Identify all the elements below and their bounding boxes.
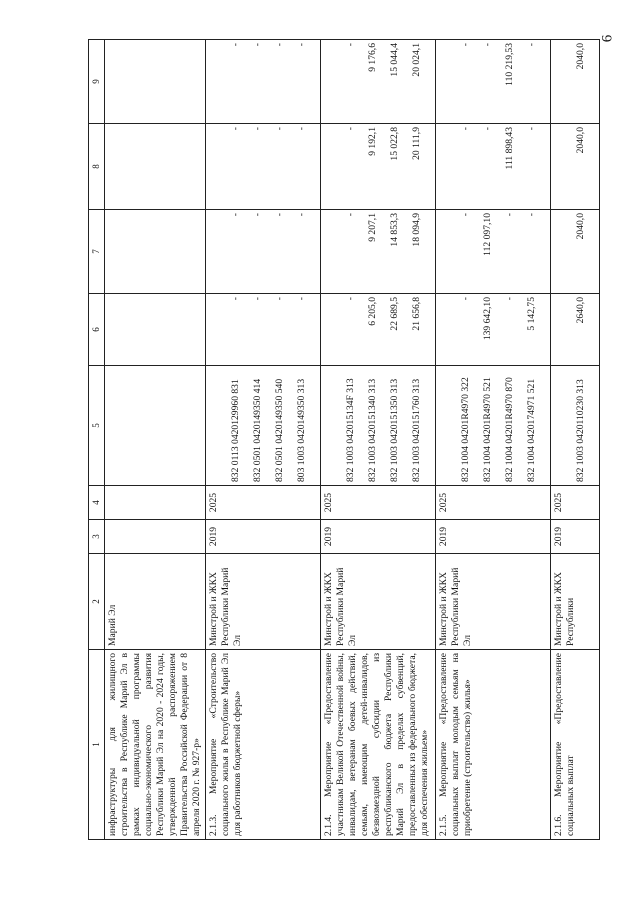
budget-code-cell-value: 832 1003 0420151350 313: [389, 378, 401, 482]
amount-col9-cell-value: 110 219,53: [504, 43, 516, 86]
budget-code-cell-value: 832 0501 0420149350 414: [252, 378, 264, 482]
column-header: 1: [89, 650, 105, 840]
table-body: [105, 40, 600, 840]
budget-code-cell: [105, 366, 206, 486]
executor-cell: Марий Эл: [105, 554, 206, 650]
column-header: 4: [89, 486, 105, 520]
amount-col8-cell-value: 15 022,8: [389, 127, 401, 161]
measure-name-cell: 2.1.3. Мероприятие «Строительство социального жилья в Республике Марий Эл для работников бюджетной сферы»: [206, 650, 321, 840]
table-row: [105, 40, 206, 840]
amount-col8-cell: [206, 124, 321, 210]
amount-col8-cell-value: 9 192,1: [367, 127, 379, 156]
amount-col8-cell: [105, 124, 206, 210]
amount-col8-cell-value: 111 898,43: [504, 127, 516, 170]
amount-col8-cell: [436, 124, 551, 210]
budget-code-cell: [321, 366, 436, 486]
amount-col9-cell-value: -: [526, 43, 538, 47]
budget-code-cell-value: 832 0113 0420129960 831: [230, 379, 242, 482]
amount-col9-cell: [321, 40, 436, 124]
amount-col6-cell-value: 22 689,5: [389, 297, 401, 331]
amount-col9-cell: [206, 40, 321, 124]
table-row: [551, 40, 600, 840]
amount-col6-cell-value: -: [460, 297, 472, 301]
column-header: 2: [89, 554, 105, 650]
amount-col7-cell: [436, 210, 551, 294]
amount-col6-cell-value: -: [274, 297, 286, 301]
amount-col7-cell-value: 2040,0: [575, 213, 587, 240]
amount-col9-cell: [105, 40, 206, 124]
amount-col9-cell-value: -: [230, 43, 242, 47]
amount-col6-cell: [436, 294, 551, 366]
amount-col8-cell: [551, 124, 600, 210]
column-header: 9: [89, 40, 105, 124]
table-row: [206, 40, 321, 840]
budget-code-cell-value: 832 1004 04201R4970 521: [482, 377, 494, 482]
amount-col9-cell: [551, 40, 600, 124]
amount-col9-cell-value: -: [252, 43, 264, 47]
amount-col7-cell-value: -: [296, 213, 308, 217]
amount-col6-cell: [551, 294, 600, 366]
amount-col9-cell-value: 9 176,6: [367, 43, 379, 72]
year-end-cell: [105, 486, 206, 520]
program-table: [88, 39, 600, 840]
amount-col8-cell: [321, 124, 436, 210]
budget-code-cell-value: 832 0501 0420149350 540: [274, 378, 286, 482]
year-start-cell: 2019: [321, 520, 436, 554]
measure-name-cell: 2.1.6. Мероприятие «Предоставление социальных выплат: [551, 650, 600, 840]
amount-col7-cell-value: -: [526, 213, 538, 217]
amount-col8-cell-value: -: [296, 127, 308, 131]
amount-col6-cell-value: -: [504, 297, 516, 301]
amount-col8-cell-value: -: [460, 127, 472, 131]
amount-col6-cell-value: -: [345, 297, 357, 301]
executor-cell: Минстрой и ЖКХ Республики Марий Эл: [206, 554, 321, 650]
amount-col8-cell-value: -: [345, 127, 357, 131]
amount-col9-cell-value: -: [296, 43, 308, 47]
amount-col9-cell: [436, 40, 551, 124]
table-row: [436, 40, 551, 840]
amount-col8-cell-value: -: [274, 127, 286, 131]
amount-col9-cell-value: -: [460, 43, 472, 47]
column-header: 6: [89, 294, 105, 366]
measure-name-cell: 2.1.4. Мероприятие «Предоставление участникам Великой Отечественной войны, инвалидам, ветеранам боевых действий, семьям, имеющим детей-инвалидов, безвозмездной субсидии из республиканского бюджета Республики Марий Эл в пределах субвенций, предоставленных из федерального бюджета, для обеспечения жильем»: [321, 650, 436, 840]
amount-col6-cell-value: 21 656,8: [411, 297, 423, 331]
year-start-cell: 2019: [206, 520, 321, 554]
budget-code-cell-value: 832 1004 04201R4970 870: [504, 377, 516, 482]
amount-col6-cell-value: -: [252, 297, 264, 301]
executor-cell: Минстрой и ЖКХ Республики Марий Эл: [436, 554, 551, 650]
amount-col7-cell-value: -: [252, 213, 264, 217]
year-start-cell: 2019: [436, 520, 551, 554]
amount-col9-cell-value: -: [482, 43, 494, 47]
amount-col7-cell: [206, 210, 321, 294]
year-end-cell: 2025: [551, 486, 600, 520]
budget-code-cell: [436, 366, 551, 486]
amount-col6-cell-value: 6 205,0: [367, 297, 379, 326]
column-number-row: [89, 40, 105, 840]
amount-col8-cell-value: -: [252, 127, 264, 131]
page-number: 6: [599, 34, 616, 43]
amount-col8-cell-value: -: [482, 127, 494, 131]
amount-col9-cell-value: 20 024,1: [411, 43, 423, 77]
budget-code-cell-value: 832 1003 042015134F 313: [345, 378, 357, 482]
amount-col6-cell: [105, 294, 206, 366]
amount-col6-cell: [206, 294, 321, 366]
amount-col7-cell: [105, 210, 206, 294]
amount-col7-cell-value: -: [504, 213, 516, 217]
amount-col9-cell-value: 2040,0: [575, 43, 587, 70]
table-row: [321, 40, 436, 840]
amount-col6-cell-value: -: [230, 297, 242, 301]
budget-code-cell-value: 803 1003 0420149350 313: [296, 378, 308, 482]
budget-code-cell: [551, 366, 600, 486]
amount-col8-cell-value: -: [230, 127, 242, 131]
amount-col6-cell-value: 139 642,10: [482, 297, 494, 341]
year-end-cell: 2025: [436, 486, 551, 520]
amount-col6-cell-value: 2640,0: [575, 297, 587, 324]
column-header: 5: [89, 366, 105, 486]
amount-col7-cell-value: -: [274, 213, 286, 217]
executor-cell: Минстрой и ЖКХ Республики: [551, 554, 600, 650]
amount-col7-cell: [551, 210, 600, 294]
amount-col8-cell-value: 2040,0: [575, 127, 587, 154]
amount-col7-cell-value: 9 207,1: [367, 213, 379, 242]
amount-col9-cell-value: 15 044,4: [389, 43, 401, 77]
amount-col7-cell-value: 18 094,9: [411, 213, 423, 247]
amount-col7-cell-value: -: [345, 213, 357, 217]
budget-code-cell: [206, 366, 321, 486]
column-header: 8: [89, 124, 105, 210]
amount-col6-cell: [321, 294, 436, 366]
amount-col9-cell-value: -: [274, 43, 286, 47]
amount-col6-cell-value: 5 142,75: [526, 297, 538, 331]
budget-code-cell-value: 832 1003 0420151760 313: [411, 378, 423, 482]
amount-col7-cell-value: -: [460, 213, 472, 217]
amount-col9-cell-value: -: [345, 43, 357, 47]
year-end-cell: 2025: [206, 486, 321, 520]
budget-code-cell-value: 832 1004 04201R4970 322: [460, 377, 472, 482]
year-end-cell: 2025: [321, 486, 436, 520]
amount-col7-cell: [321, 210, 436, 294]
measure-name-cell: 2.1.5. Мероприятие «Предоставление социальных выплат молодым семьям на приобретение (строительство) жилья»: [436, 650, 551, 840]
amount-col8-cell-value: -: [526, 127, 538, 131]
column-header: 7: [89, 210, 105, 294]
amount-col6-cell-value: -: [296, 297, 308, 301]
amount-col7-cell-value: -: [230, 213, 242, 217]
year-start-cell: 2019: [551, 520, 600, 554]
table-wrapper: [88, 40, 616, 840]
budget-code-cell-value: 832 1003 0420110230 313: [575, 379, 587, 482]
amount-col7-cell-value: 112 097,10: [482, 213, 494, 256]
executor-cell: Минстрой и ЖКХ Республики Марий Эл: [321, 554, 436, 650]
budget-code-cell-value: 832 1003 0420151340 313: [367, 378, 379, 482]
column-header: 3: [89, 520, 105, 554]
year-start-cell: [105, 520, 206, 554]
measure-name-cell: инфраструктуры для жилищного строительства в Республике Марий Эл в рамках индивидуальной программы социально-экономического развития Республики Марий Эл на 2020 - 2024 годы, утвержденной распоряжением Правительства Российской Федерации от 8 апреля 2020 г. № 927-р»: [105, 650, 206, 840]
amount-col8-cell-value: 20 111,9: [411, 127, 423, 160]
budget-code-cell-value: 832 1004 0420174971 521: [526, 378, 538, 482]
amount-col7-cell-value: 14 853,3: [389, 213, 401, 247]
